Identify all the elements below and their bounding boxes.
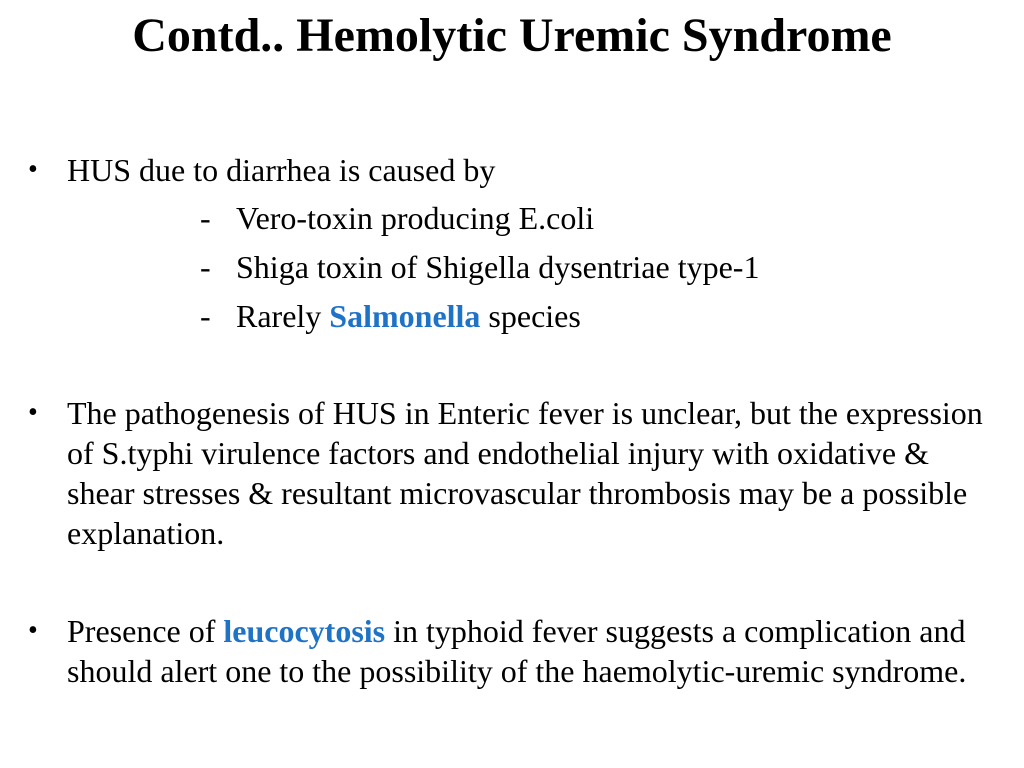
highlight-leucocytosis: leucocytosis [223, 613, 386, 649]
bullet-item-hus-causes [28, 150, 988, 190]
sub-item-salmonella [200, 296, 581, 336]
sub-item-text-after: species [480, 298, 581, 334]
bullet-icon: • [28, 154, 38, 185]
bullet-text-after: in typhoid fever suggests a complication and should alert one to the possibility of the haemolytic-uremic syndrome. [67, 613, 967, 689]
bullet-item-leucocytosis [28, 611, 988, 691]
bullet-text: HUS due to diarrhea is caused by [67, 152, 496, 188]
dash-icon: - [200, 298, 211, 334]
sub-item-text: Vero-toxin producing E.coli [236, 200, 595, 236]
bullet-text-before: Presence of [67, 613, 224, 649]
bullet-text: The pathogenesis of HUS in Enteric fever is unclear, but the expression of S.typhi virulence factors and endothelial injury with oxidative & shear stresses & resultant microvascular thrombosis may be a possible explanation. [67, 395, 983, 551]
highlight-salmonella: Salmonella [329, 298, 481, 334]
sub-item-shiga-toxin [200, 247, 759, 287]
bullet-text [67, 611, 988, 691]
slide-title: Contd.. Hemolytic Uremic Syndrome [132, 9, 892, 62]
sub-item-vero-toxin [200, 198, 594, 238]
bullet-icon: • [28, 615, 38, 646]
bullet-item-pathogenesis [28, 393, 988, 553]
dash-icon: - [200, 200, 211, 236]
sub-item-text: Shiga toxin of Shigella dysentriae type-1 [236, 249, 760, 285]
dash-icon: - [200, 249, 211, 285]
sub-item-text-before: Rarely [236, 298, 330, 334]
bullet-icon: • [28, 397, 38, 428]
